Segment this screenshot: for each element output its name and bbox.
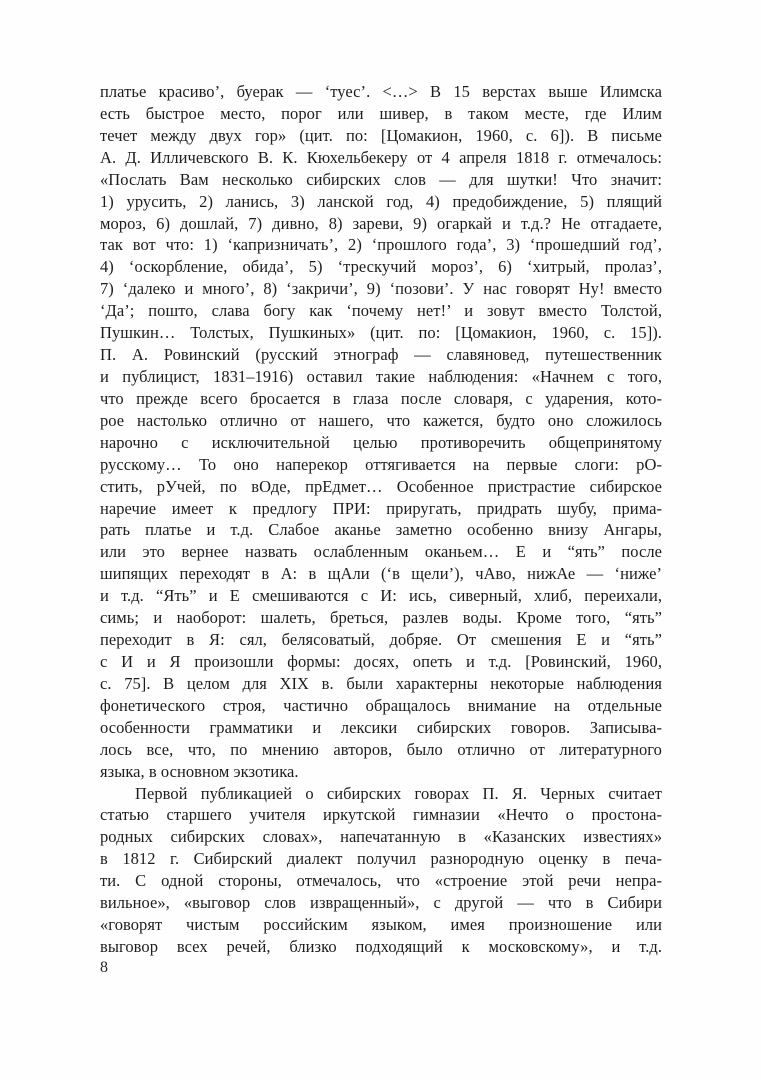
text-line: ‘Да’; пошто, слава богу как ‘почему нет!’ и зовут вместо Толстой, <box>100 301 662 321</box>
text-line: шипящих переходят в А: в щАли (‘в щели’), чАво, нижАе — ‘ниже’ <box>100 564 662 584</box>
text-line: «говорят чистым российским языком, имея произношение или <box>100 915 662 935</box>
text-line: выговор всех речей, близко подходящий к московскому», и т.д. <box>100 936 662 956</box>
text-line: мороз, 6) дошлай, 7) дивно, 8) зареви, 9) огаркай и т.д.? Не отгадаете, <box>100 213 662 233</box>
text-line: рать платье и т.д. Слабое аканье заметно особенно внизу Ангары, <box>100 520 662 540</box>
text-line: Пушкин… Толстых, Пушкиных» (цит. по: [Цомакион, 1960, с. 15]). <box>100 323 662 343</box>
text-line: 4) ‘оскорбление, обида’, 5) ‘трескучий мороз’, 6) ‘хитрый, пролаз’, <box>100 257 662 277</box>
text-line-paragraph-start: Первой публикацией о сибирских говорах П. Я. Черных считает <box>135 783 662 803</box>
text-line: 1) урусить, 2) ланись, 3) ланской год, 4) предобиждение, 5) плящий <box>100 191 662 211</box>
text-line: и публицист, 1831–1916) оставил такие наблюдения: «Начнем с того, <box>100 366 662 386</box>
text-line: с И и Я произошли формы: досях, опеть и т.д. [Ровинский, 1960, <box>100 651 662 671</box>
text-line: платье красиво’, буерак — ‘туес’. <…> В 15 верстах выше Илимска <box>100 82 662 101</box>
text-line: или это вернее назвать ослабленным оканьем… Е и “ять” после <box>100 542 662 562</box>
text-line: «Послать Вам несколько сибирских слов — для шутки! Что значит: <box>100 169 662 189</box>
text-line: течет между двух гор» (цит. по: [Цомакион, 1960, с. 6]). В письме <box>100 125 662 145</box>
text-line: нарочно с исключительной целью противоречить общепринятому <box>100 432 662 452</box>
text-line: вильное», «выговор слов извращенный», с другой — что в Сибири <box>100 893 662 913</box>
text-line: переходит в Я: сял, белясоватый, добряе. От смешения Е и “ять” <box>100 630 662 650</box>
text-line: наречие имеет к предлогу ПРИ: приругать, придрать шубу, прима- <box>100 498 662 518</box>
text-line: с. 75]. В целом для XIX в. были характерны некоторые наблюдения <box>100 673 662 693</box>
text-line: симь; и наоборот: шалеть, бреться, разлев воды. Кроме того, “ять” <box>100 608 662 628</box>
text-line: статью старшего учителя иркутской гимназии «Нечто о простона- <box>100 805 662 825</box>
text-line: лось все, что, по мнению авторов, было отлично от литературного <box>100 739 662 759</box>
text-line: ти. С одной стороны, отмечалось, что «строение этой речи непра- <box>100 871 662 891</box>
text-line: языка, в основном экзотика. <box>100 761 299 781</box>
body-text <box>100 81 662 958</box>
text-line: А. Д. Илличевского В. К. Кюхельбекеру от 4 апреля 1818 г. отмечалось: <box>100 147 662 167</box>
text-line: в 1812 г. Сибирский диалект получил разнородную оценку в печа- <box>100 849 662 869</box>
text-line: стить, рУчей, по вОде, прЕдмет… Особенное пристрастие сибирское <box>100 476 662 496</box>
text-line: так вот что: 1) ‘капризничать’, 2) ‘прошлого года’, 3) ‘прошедший год’, <box>100 235 662 255</box>
page-number: 8 <box>100 959 108 976</box>
text-line: фонетического строя, частично обращалось внимание на отдельные <box>100 695 662 715</box>
text-line: особенности грамматики и лексики сибирских говоров. Записыва- <box>100 717 662 737</box>
text-line: что прежде всего бросается в глаза после словаря, с ударения, кото- <box>100 388 662 408</box>
text-line: и т.д. “Ять” и Е смешиваются с И: ись, сиверный, хлиб, переихали, <box>100 586 662 606</box>
text-line: есть быстрое место, порог или шивер, в таком месте, где Илим <box>100 103 662 123</box>
text-line: П. А. Ровинский (русский этнограф — славяновед, путешественник <box>100 345 662 365</box>
text-line: русскому… То оно наперекор оттягивается на первые слоги: рО- <box>100 454 662 474</box>
text-line: рое настолько отлично от нашего, что кажется, будто оно сложилось <box>100 410 662 430</box>
text-line: родных сибирских словах», напечатанную в «Казанских известиях» <box>100 827 662 847</box>
text-line: 7) ‘далеко и много’, 8) ‘закричи’, 9) ‘позови’. У нас говорят Ну! вместо <box>100 279 662 299</box>
